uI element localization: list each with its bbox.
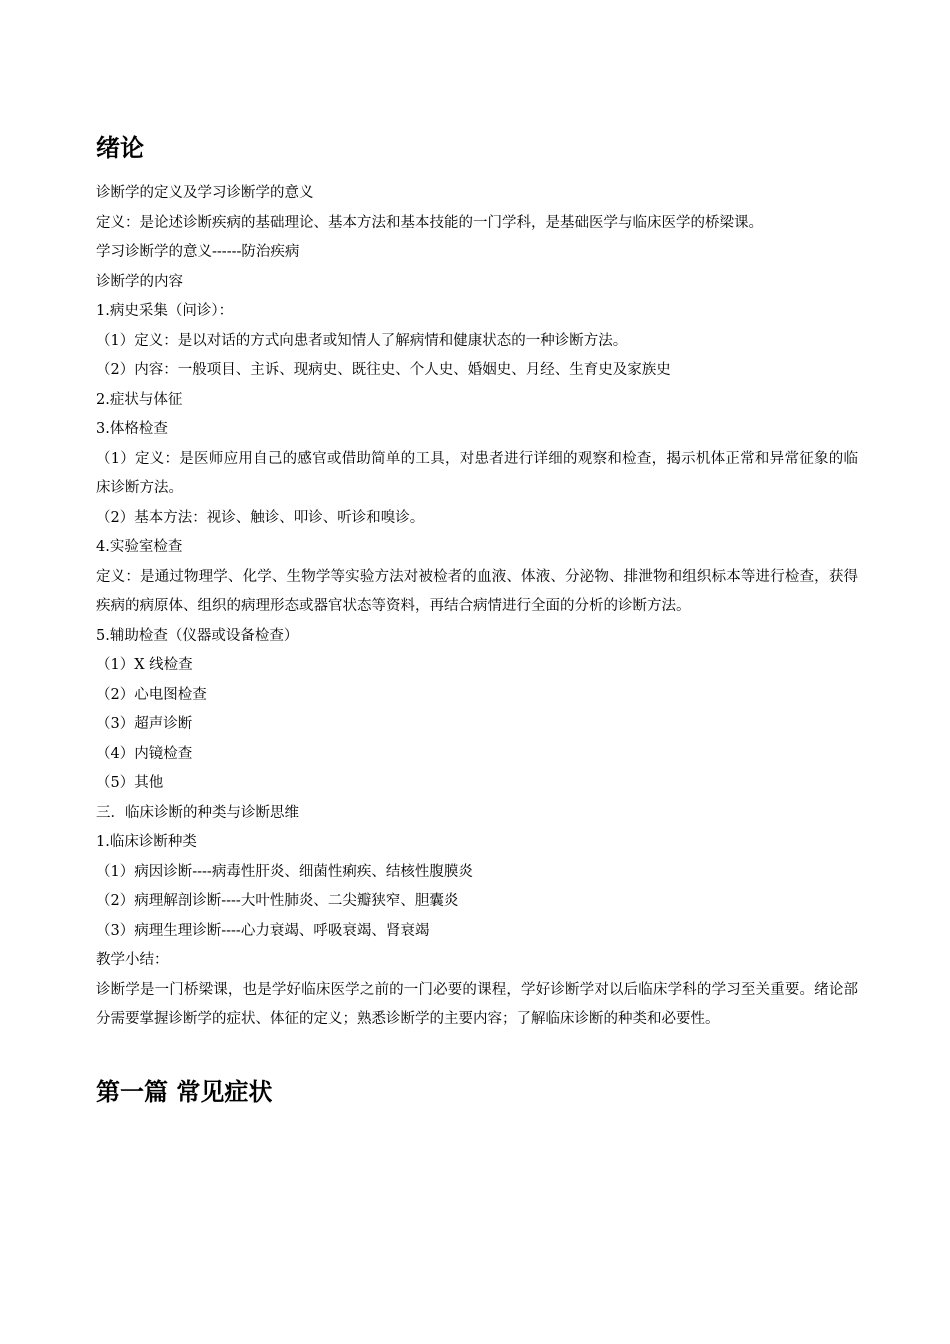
paragraph: （3）超声诊断	[96, 716, 193, 732]
paragraph: （2）内容：一般项目、主诉、现病史、既往史、个人史、婚姻史、月经、生育史及家族史	[96, 362, 671, 378]
paragraph: （1）定义：是以对话的方式向患者或知情人了解病情和健康状态的一种诊断方法。	[96, 332, 628, 349]
heading-introduction: 绪论	[96, 134, 144, 162]
paragraph: （3）病理生理诊断----心力衰竭、呼吸衰竭、肾衰竭	[96, 922, 430, 939]
paragraph: 教学小结：	[96, 952, 169, 968]
document-body	[96, 179, 858, 1064]
paragraph: （4）内镜检查	[96, 745, 193, 762]
paragraph: （5）其他	[96, 775, 164, 791]
paragraph: 1.病史采集（问诊）：	[96, 303, 234, 319]
paragraph: 定义：是论述诊断疾病的基础理论、基本方法和基本技能的一门学科，是基础医学与临床医学的桥梁课。	[96, 214, 763, 231]
paragraph: 1.临床诊断种类	[96, 834, 197, 850]
paragraph: 学习诊断学的意义------防治疾病	[96, 244, 300, 260]
physical-exam-definition: （1）定义：是医师应用自己的感官或借助简单的工具，对患者进行详细的观察和检查，揭示机体正常和异常征象的临床诊断方法。	[96, 450, 858, 496]
paragraph: （1）病因诊断----病毒性肝炎、细菌性痢疾、结核性腹膜炎	[96, 863, 473, 880]
paragraph: 4.实验室检查	[96, 539, 183, 555]
paragraph: 5.辅助检查（仪器或设备检查）	[96, 627, 299, 644]
paragraph: 诊断学的内容	[96, 273, 183, 290]
paragraph: 诊断学的定义及学习诊断学的意义	[96, 185, 314, 201]
paragraph: （2）心电图检查	[96, 686, 207, 703]
lab-definition: 定义：是通过物理学、化学、生物学等实验方法对被检者的血液、体液、分泌物、排泄物和组织标本等进行检查，获得疾病的病原体、组织的病理形态或器官状态等资料，再结合病情进行全面的分析的诊断方法。	[96, 568, 858, 614]
paragraph: （2）基本方法：视诊、触诊、叩诊、听诊和嗅诊。	[96, 509, 425, 526]
paragraph: 2.症状与体征	[96, 391, 183, 408]
heading-part-one: 第一篇 常见症状	[96, 1078, 273, 1106]
paragraph: （1）X 线检查	[96, 657, 193, 673]
paragraph: 三．临床诊断的种类与诊断思维	[96, 804, 299, 821]
teaching-summary: 诊断学是一门桥梁课，也是学好临床医学之前的一门必要的课程，学好诊断学对以后临床学科的学习至关重要。绪论部分需要掌握诊断学的症状、体征的定义；熟悉诊断学的主要内容；了解临床诊断的种类和必要性。	[96, 981, 858, 1027]
paragraph: 3.体格检查	[96, 421, 168, 437]
paragraph: （2）病理解剖诊断----大叶性肺炎、二尖瓣狭窄、胆囊炎	[96, 893, 459, 909]
